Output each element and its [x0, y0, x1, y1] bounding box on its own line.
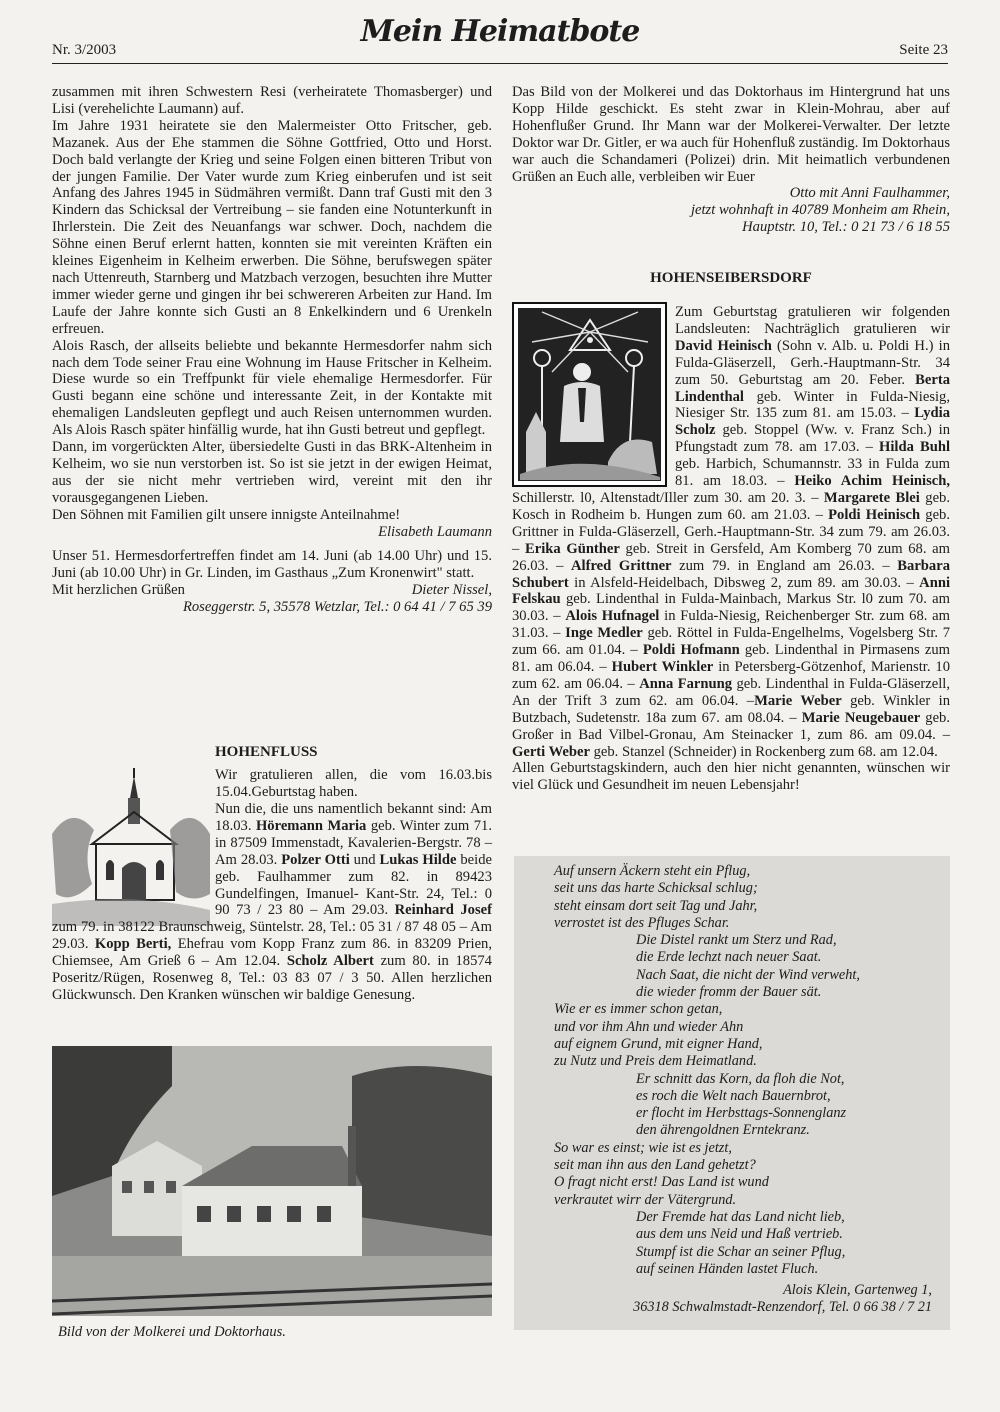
text-run: geb. Grittner in Fulda-Gläserzell, Gerh.-Hauptmann-Str. 34 zum 79. am 26.03. – [512, 506, 950, 557]
poem-text [554, 863, 944, 1317]
poem-line: Die Distel rankt um Sterz und Rad, [636, 932, 837, 949]
poem-line: Wie er es immer schon getan, [554, 1001, 723, 1018]
text-run: zum 80. in 18574 Poseritz/Rügen, Rosenweg 8, Tel.: 03 83 07 / 3 50. Allen herzlichen Glückwunsch. Den Kranken wünschen wir baldige Genesung. [52, 953, 492, 1003]
poem-line: Auf unsern Äckern steht ein Pflug, [554, 863, 751, 879]
poem-line: Nach Saat, die nicht der Wind verweht, [636, 966, 860, 983]
poem-line: Der Fremde hat das Land nicht lieb, [636, 1208, 845, 1225]
text-run: geb. Stoppel (Ww. v. Franz Sch.) in Pfungstadt zum 78. am 17.03. – [675, 422, 950, 456]
person-name: Kopp Berti, [94, 936, 172, 953]
right-column [512, 84, 950, 293]
text-run: geb. Winkler in Butzbach, Sudetenstr. 18a zum 67. am 08.04. – [512, 692, 950, 726]
text-run: geb. Kosch in Rodheim b. Hungen zum 60. am 21.03. – [512, 489, 950, 523]
paragraph: Unser 51. Hermesdorfertreffen findet am 14. Juni (ab 14.00 Uhr) und 15. Juni (ab 10.00 Uhr) in Gr. Linden, im Gasthaus „Zum Kronenwirt" statt. [52, 548, 492, 582]
left-column [52, 84, 492, 616]
poem-signature: Alois Klein, Gartenweg 1, [783, 1282, 932, 1299]
float-spacer [512, 304, 675, 487]
signature: Elisabeth Laumann [378, 523, 492, 540]
text-run: geb. Winter zum 71. in 87509 Immenstadt, Kavalerien-Bergstr. 78 – Am 28.03. [215, 817, 492, 868]
hohenfluss-intro [215, 767, 492, 801]
text-run: Zum Geburtstag gratulieren wir folgenden Landsleuten: Nachträglich gratulieren wir [675, 304, 950, 337]
poem-box [514, 856, 950, 1330]
birthday-list [512, 304, 950, 760]
poem-signature: 36318 Schwalmstadt-Renzendorf, Tel. 0 66 38 / 7 21 [633, 1299, 932, 1316]
poem-line: O fragt nicht erst! Das Land ist wund [554, 1174, 769, 1191]
poem-line: verkrautet wirr der Vätergrund. [554, 1191, 737, 1208]
person-name: Inge Medler [565, 625, 643, 642]
poem-line: verrostet ist des Pfluges Schar. [554, 914, 730, 931]
person-name: Marie Neugebauer [801, 709, 921, 726]
paragraph: zusammen mit ihren Schwestern Resi (verheiratete Thomasberger) und Lisi (verehelichte Laumann) auf. [52, 84, 492, 117]
person-name: Erika Günther [524, 540, 620, 557]
text-run: Schillerstr. l0, Altenstadt/Iller zum 30. am 20. 3. – [512, 489, 824, 506]
greeting-line [52, 582, 492, 599]
person-name: Margarete Blei [823, 489, 920, 506]
issue-number: Nr. 3/2003 [52, 42, 117, 58]
person-name: Gerti Weber [512, 743, 590, 760]
poem-line: auf eignem Grund, mit eigner Hand, [554, 1035, 763, 1052]
poem-line: er flocht im Herbsttags-Sonnenglanz [636, 1105, 847, 1122]
poem-line: die Erde lechzt nach neuer Saat. [636, 949, 822, 966]
person-name: Heiko Achim Heinisch, [794, 473, 950, 490]
paragraph: Dann, im vorgerückten Alter, übersiedelte Gusti in das BRK-Altenheim in Kelheim, wo sie nun verstorben ist. So ist sie jetzt in der ewigen Heimat, aus der sie nicht mehr vertrieben wird, vereint mit den ihr vorausgegangenen Lieben. [52, 439, 492, 506]
signature-address: Roseggerstr. 5, 35578 Wetzlar, Tel.: 0 64 41 / 7 65 39 [182, 599, 492, 616]
poem-line: und vor ihm Ahn und wieder Ahn [554, 1018, 744, 1035]
person-name: Barbara Schubert [512, 557, 950, 591]
poem-line: es roch die Welt nach Bauernbrot, [636, 1087, 831, 1104]
person-name: Lydia Scholz [675, 405, 950, 439]
masthead-title: Mein Heimatbote [360, 14, 640, 49]
text-run: Nun die, die uns namentlich bekannt sind: Am 18.03. [215, 801, 492, 834]
person-name: Poldi Hofmann [642, 642, 740, 659]
person-name: Alois Hufnagel [565, 608, 660, 625]
poem-line: steht einsam dort seit Tag und Jahr, [554, 897, 758, 914]
birthday-list [52, 801, 492, 1004]
poem-line: So war es einst; wie ist es jetzt, [554, 1139, 732, 1156]
person-name: Polzer Otti [281, 851, 350, 868]
person-name: Poldi Heinisch [828, 506, 921, 523]
signature: Hauptstr. 10, Tel.: 0 21 73 / 6 18 55 [742, 219, 950, 236]
person-name: Höremann Maria [255, 817, 367, 834]
poem-line: den ährengoldnen Erntekranz. [636, 1122, 810, 1139]
text-run: geb. Winter in Fulda-Niesig, Niesiger Str. 135 zum 81. am 15.03. – [675, 388, 950, 422]
text-run: geb. Lindenthal in Fulda-Mainbach, Markus Str. l0 zum 70. am 30.03. – [512, 591, 950, 625]
person-name: Lukas Hilde [379, 851, 457, 868]
person-name: Hubert Winkler [611, 659, 714, 676]
text-run: in Alsfeld-Heidelbach, Dibsweg 2, zum 89. am 30.03. – [568, 574, 920, 591]
float-spacer [52, 801, 215, 919]
text-run: in Petersberg-Götzenhof, Marienstr. 10 zum 62. am 06.04. – [512, 659, 950, 692]
text-run: und [349, 851, 380, 868]
text-run: zum 79. in 38122 Braunschweig, Süntelstr. 28, Tel.: 05 31 / 87 48 05 – Am 29.03. [52, 919, 492, 953]
text-run: geb. Streit in Gersfeld, Am Komberg 70 zum 68. am 26.03. – [512, 540, 951, 574]
text-run: geb. Großer in Bad Vilbel-Gronau, Am Steinacker 1, zum 86. am 09.04. – [512, 709, 950, 743]
paragraph: Den Söhnen mit Familien gilt unsere innigste Anteilnahme! [52, 506, 401, 523]
poem-line: seit uns das harte Schicksal schlug; [554, 880, 758, 897]
text-run: geb. Stanzel (Schneider) in Rockenberg zum 68. am 12.04. [589, 743, 938, 760]
header-rule [52, 63, 948, 64]
text-run: geb. Röttel in Fulda-Engelhelms, Vogelsberg Str. 7 zum 66. am 01.04. – [512, 625, 951, 659]
poem-line: auf seinen Händen lastet Fluch. [636, 1260, 819, 1277]
poem-line: Er schnitt das Korn, da floh die Not, [636, 1070, 845, 1087]
page-number: Seite 23 [899, 42, 948, 58]
person-name: Hilda Buhl [879, 439, 950, 456]
signature: jetzt wohnhaft in 40789 Monheim am Rhein, [690, 202, 950, 219]
text-run: geb. Lindenthal in Pirmasens zum 81. am 06.04. – [512, 642, 950, 676]
person-name: Berta Lindenthal [675, 371, 950, 405]
greeting: Mit herzlichen Grüßen [52, 582, 185, 599]
text-run: in Fulda-Niesig, Reichenberger Str. zum 68. am 31.03. – [512, 608, 951, 642]
person-name: Alfred Grittner [570, 557, 672, 574]
text-run: (Sohn v. Alb. u. Poldi H.) in Fulda-Gläserzell, Gerh.-Hauptmann-Str. 34 zum 50. Geburtstag am 20. Feber. [675, 337, 950, 388]
text-run: beide geb. Faulhammer zum 82. in 89423 Gundelfingen, Imanuel- Kant-Str. 24, Tel.: 0 90 73 / 23 80 – Am 29.03. [215, 851, 492, 919]
dairy-photo [52, 1046, 492, 1316]
paragraph: Wir gratulieren allen, die vom 16.03.bis 15.04.Geburtstag haben. [215, 767, 492, 800]
person-name: Marie Weber [754, 692, 842, 709]
person-name: Scholz Albert [286, 953, 374, 970]
text-run: geb. Harbich, Schumannstr. 33 in Fulda zum 81. am 18.03. – [675, 456, 950, 490]
signature: Dieter Nissel, [411, 582, 492, 599]
paragraph: Im Jahre 1931 heiratete sie den Malermeister Otto Fritscher, geb. Mazanek. Aus der Ehe stammen die Söhne Gottfried, Otto und Horst. Doch bald verlangte der Krieg und seine Folgen einen bitteren Tribut von der jungen Familie. Der Vater wurde zum Krieg einberufen und ist seit Anfang des Jahres 1945 in Südmähren vermißt. Dann traf Gusti mit den 3 Kindern das Schicksal der Vertreibung – sie fanden eine Notunterkunft in Ihrlerstein. Die Zeit des Neuanfangs war schwer. Doch, nachdem die Söhne einen Beruf erlernt hatten, konnten sie mit vereinten Kräften ein kleines Eigenheim in Kelheim erwerben. Die Söhne, berufswegen später nach Uttenreuth, Starnberg und Matzbach verzogen, besuchten ihre Mutter immer wieder gerne und gingen ihr bei schwereren Arbeiten zur Hand. Im Laufe der Jahre konnte sich Gusti an 8 Enkelkindern und 6 Urenkeln erfreuen. [52, 117, 492, 337]
photo-caption: Bild von der Molkerei und Doktorhaus. [58, 1324, 286, 1340]
text-run: Ehefrau vom Kopp Franz zum 86. in 83209 Prien, Chiemsee, Am Grieß 6 – Am 12.04. [52, 936, 493, 970]
hohenseibersdorf-list [512, 304, 950, 794]
hohenfluss-body [52, 801, 492, 1004]
poem-line: seit man ihn aus den Land gehetzt? [554, 1157, 756, 1174]
paragraph: Das Bild von der Molkerei und das Doktorhaus im Hintergrund hat uns Kopp Hilde geschickt. Es steht zwar in Klein-Mohrau, aber auf Hohenflußer Grund. Ihr Mann war der Molkerei-Verwalter. Der letzte Doktor war Dr. Gitler, er wa auch für Hohenfluß zuständig. Im Doktorhaus war auch die Schandameri (Polizei) drin. Mit heimatlich verbundenen Grüßen an Euch alle, verbleiben wir Euer [512, 84, 950, 185]
person-name: David Heinisch [675, 337, 772, 354]
person-name: Anna Farnung [639, 675, 733, 692]
poem-line: aus dem uns Neid und Haß vertrieb. [636, 1226, 843, 1243]
person-name: Anni Felskau [512, 574, 950, 608]
poem-line: Stumpf ist die Schar an seiner Pflug, [636, 1243, 846, 1260]
paragraph: Alois Rasch, der allseits beliebte und bekannte Hermesdorfer nahm sich nach dem Tode seiner Frau eine Wohnung im Hause Fritscher in Kelheim. Diese wurde so ein Treffpunkt für viele ehemalige Hermesdorfer. Für Gusti begann eine schöne und interessante Zeit, in der Kontakte mit ehemaligen Landsleuten gepflegt und auch Reisen unternommen wurden. Als Alois Rasch später hinfällig wurde, hat ihn Gusti betreut und gepflegt. [52, 337, 492, 439]
poem-line: zu Nutz und Preis dem Heimatland. [554, 1053, 757, 1070]
poem-line: die wieder fromm der Bauer sät. [636, 984, 822, 1001]
text-run: zum 79. in England am 26.03. – [671, 557, 898, 574]
section-title: HOHENFLUSS [215, 744, 318, 760]
text-run: geb. Lindenthal in Fulda-Gläserzell, An der Trift 3 zum 62. am 06.04. – [512, 675, 950, 709]
signature: Otto mit Anni Faulhammer, [789, 185, 950, 202]
section-title: HOHENSEIBERSDORF [650, 270, 812, 287]
person-name: Reinhard Josef [394, 902, 492, 919]
paragraph: Allen Geburtstagskindern, auch den hier nicht genannten, wünschen wir viel Glück und Gesundheit im neuen Lebensjahr! [512, 760, 950, 794]
